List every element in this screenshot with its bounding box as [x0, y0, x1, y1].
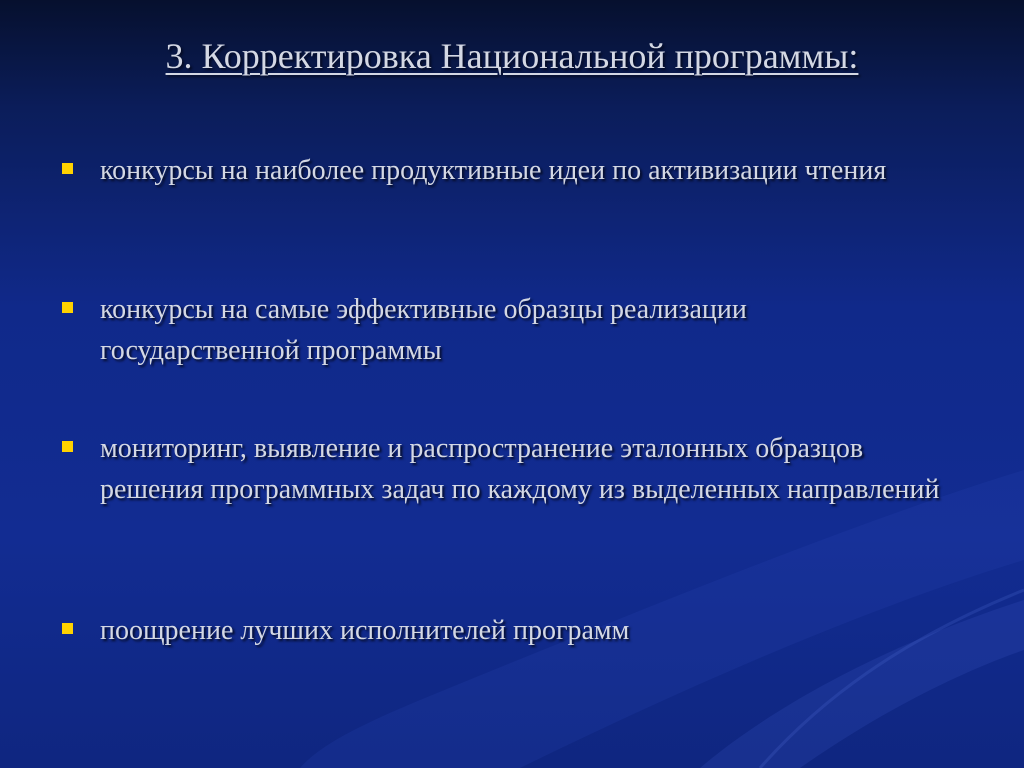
square-bullet-icon [62, 441, 73, 452]
square-bullet-icon [62, 163, 73, 174]
square-bullet-icon [62, 623, 73, 634]
square-bullet-icon [62, 302, 73, 313]
bullet-text: поощрение лучших исполнителей программ [100, 615, 630, 646]
bullet-item [62, 150, 942, 191]
bullet-text: конкурсы на наиболее продуктивные идеи по активизации чтения [100, 155, 887, 186]
bullet-item [62, 428, 942, 510]
bullet-text: мониторинг, выявление и распространение эталонных образцов решения программных задач по каждому из выделенных направлений [100, 433, 940, 505]
slide-title: 3. Корректировка Национальной программы: [165, 36, 859, 76]
bullet-item [62, 289, 942, 371]
bullet-text: конкурсы на самые эффективные образцы реализации государственной программы [100, 294, 747, 366]
bullet-item [62, 610, 942, 651]
